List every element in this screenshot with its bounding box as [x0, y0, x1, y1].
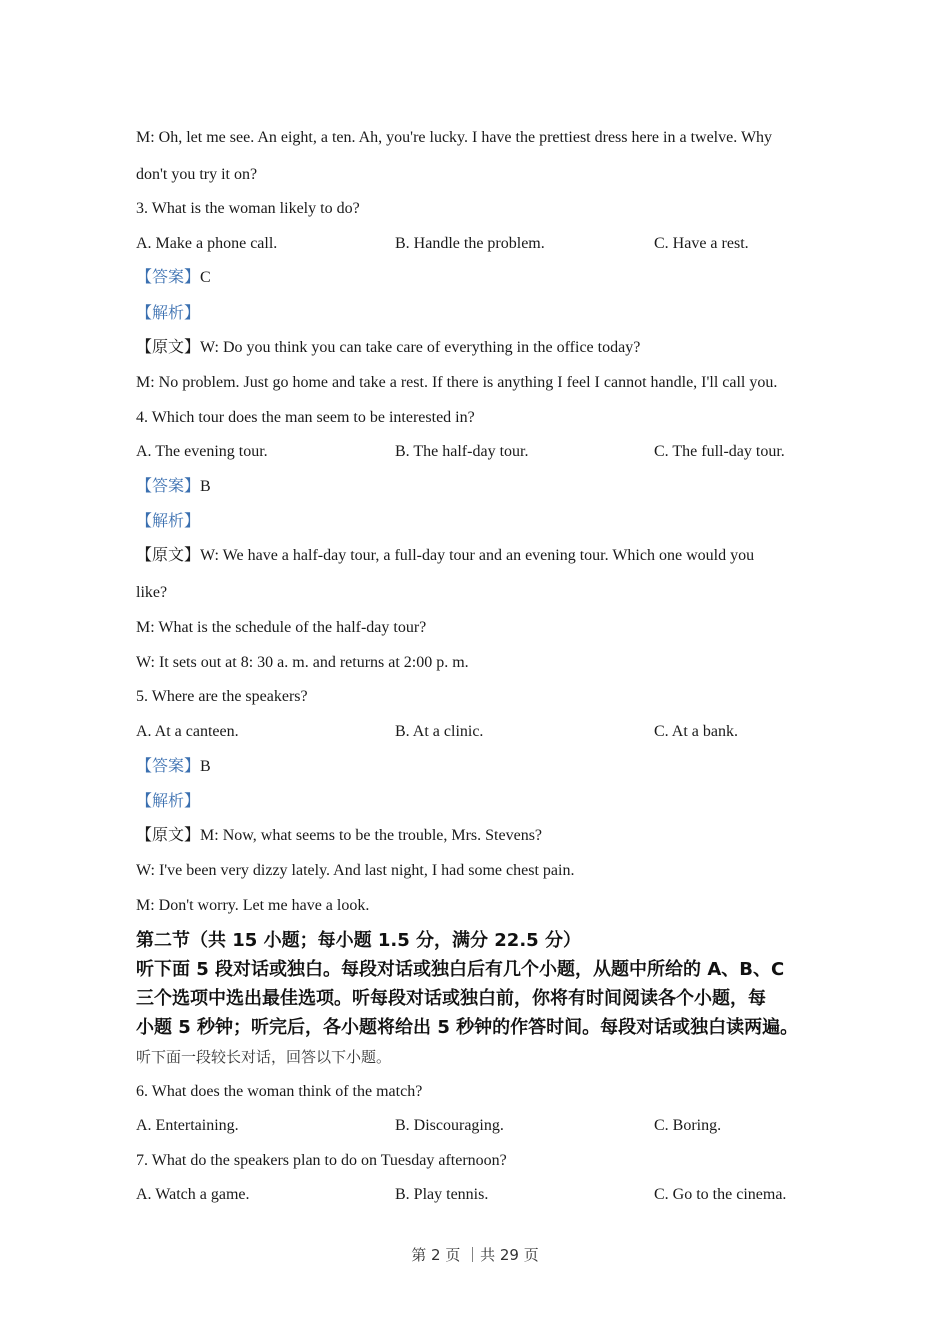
option-a: A. Watch a game. — [136, 1186, 250, 1203]
sub-instruction: 听下面一段较长对话，回答以下小题。 — [136, 1048, 392, 1066]
original-label: 【原文】 — [136, 547, 201, 564]
question-6: 6. What does the woman think of the match? — [136, 1083, 423, 1100]
option-a: A. Make a phone call. — [136, 235, 278, 252]
options-6 — [136, 1116, 836, 1136]
option-b: B. Handle the problem. — [395, 235, 545, 252]
option-c: C. Have a rest. — [654, 235, 749, 252]
option-c: C. Boring. — [654, 1117, 722, 1134]
transcript-line: like? — [136, 584, 168, 601]
option-a: A. The evening tour. — [136, 443, 268, 460]
answer-label: 【答案】 — [136, 478, 201, 495]
answer-label: 【答案】 — [136, 269, 201, 286]
option-a: A. Entertaining. — [136, 1117, 239, 1134]
answer-value: B — [200, 478, 211, 495]
transcript-5: 【原文】M: Now, what seems to be the trouble, Mrs. Stevens? — [136, 827, 543, 844]
transcript-4: 【原文】W: We have a half-day tour, a full-day tour and an evening tour. Which one would you — [136, 547, 755, 564]
transcript-line: don't you try it on? — [136, 166, 258, 183]
original-label: 【原文】 — [136, 339, 201, 356]
instructions-line: 三个选项中选出最佳选项。听每段对话或独白前，你将有时间阅读各个小题，每 — [136, 988, 766, 1009]
answer-3 — [136, 268, 211, 288]
option-b: B. The half-day tour. — [395, 443, 529, 460]
option-b: B. At a clinic. — [395, 723, 484, 740]
analysis-label: 【解析】 — [136, 513, 201, 530]
transcript-line: M: What is the schedule of the half-day tour? — [136, 619, 427, 636]
option-c: C. The full-day tour. — [654, 443, 785, 460]
option-a: A. At a canteen. — [136, 723, 239, 740]
page-footer: 第 2 页 ｜共 29 页 — [411, 1246, 539, 1264]
transcript-line: M: Oh, let me see. An eight, a ten. Ah, you're lucky. I have the prettiest dress here in a twelve. Why — [136, 129, 773, 146]
transcript-line: M: No problem. Just go home and take a rest. If there is anything I feel I cannot handle, I'll call you. — [136, 374, 778, 391]
options-3 — [136, 234, 836, 254]
question-4: 4. Which tour does the man seem to be interested in? — [136, 409, 475, 426]
transcript-3: 【原文】W: Do you think you can take care of everything in the office today? — [136, 339, 641, 356]
options-4 — [136, 442, 836, 462]
transcript-line: M: Don't worry. Let me have a look. — [136, 897, 370, 914]
instructions-line: 听下面 5 段对话或独白。每段对话或独白后有几个小题，从题中所给的 A、B、C — [136, 959, 785, 980]
option-c: C. Go to the cinema. — [654, 1186, 787, 1203]
option-b: B. Play tennis. — [395, 1186, 489, 1203]
section-heading: 第二节（共 15 小题；每小题 1.5 分，满分 22.5 分） — [136, 930, 581, 951]
answer-value: B — [200, 758, 211, 775]
analysis-label: 【解析】 — [136, 305, 201, 322]
question-3: 3. What is the woman likely to do? — [136, 200, 360, 217]
answer-label: 【答案】 — [136, 758, 201, 775]
options-5 — [136, 722, 836, 742]
question-5: 5. Where are the speakers? — [136, 688, 308, 705]
options-7 — [136, 1185, 836, 1205]
analysis-label: 【解析】 — [136, 793, 201, 810]
transcript-line: W: It sets out at 8: 30 a. m. and returns at 2:00 p. m. — [136, 654, 469, 671]
answer-value: C — [200, 269, 211, 286]
answer-4 — [136, 477, 211, 497]
transcript-line: W: I've been very dizzy lately. And last night, I had some chest pain. — [136, 862, 575, 879]
answer-5 — [136, 757, 211, 777]
question-7: 7. What do the speakers plan to do on Tuesday afternoon? — [136, 1152, 507, 1169]
option-b: B. Discouraging. — [395, 1117, 504, 1134]
option-c: C. At a bank. — [654, 723, 738, 740]
instructions-line: 小题 5 秒钟；听完后，各小题将给出 5 秒钟的作答时间。每段对话或独白读两遍。 — [136, 1017, 799, 1038]
original-label: 【原文】 — [136, 827, 201, 844]
